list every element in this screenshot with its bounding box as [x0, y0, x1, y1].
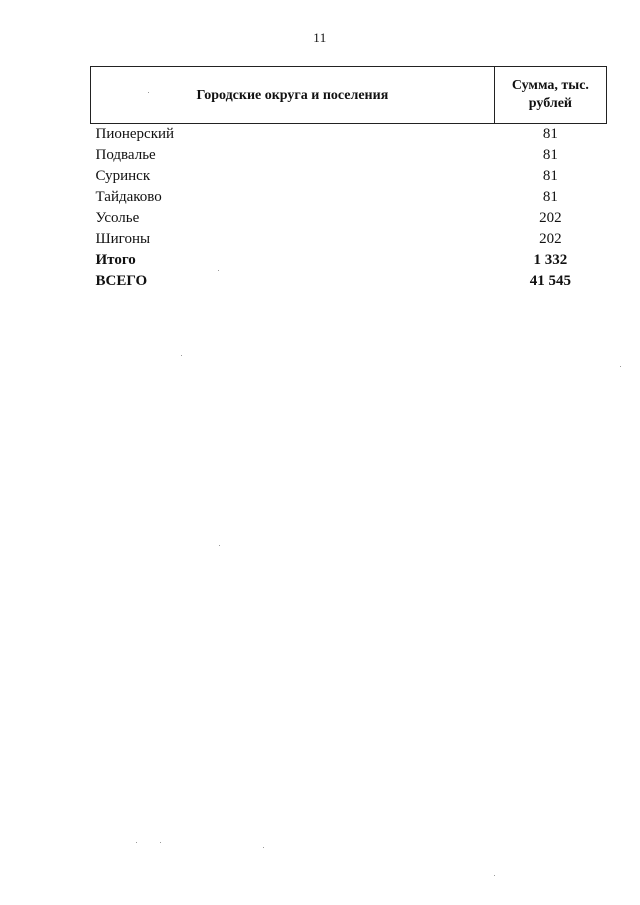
- row-name: Тайдаково: [95, 189, 162, 205]
- row-value: 202: [539, 231, 562, 247]
- row-name: Усолье: [95, 210, 140, 226]
- scan-speck: [136, 842, 137, 843]
- table-header: [91, 67, 607, 124]
- table-row: [91, 208, 607, 229]
- row-name: Суринск: [95, 168, 151, 184]
- scan-speck: [160, 842, 161, 843]
- scan-speck: [148, 92, 149, 93]
- table-row: [91, 145, 607, 166]
- column-header-sum: Сумма, тыс. рублей: [494, 67, 606, 124]
- grand-total-label: ВСЕГО: [95, 273, 148, 289]
- subtotal-value: 1 332: [533, 252, 568, 268]
- subtotal-label: Итого: [95, 252, 136, 268]
- grand-total-value: 41 545: [529, 273, 572, 289]
- grand-total-row: [91, 271, 607, 292]
- table-row: [91, 187, 607, 208]
- table-row: [91, 229, 607, 250]
- allocation-table: [90, 66, 607, 292]
- table-body: [91, 124, 607, 293]
- row-name: Шигоны: [95, 231, 151, 247]
- column-header-name: Городские округа и поселения: [91, 67, 495, 124]
- row-value: 202: [539, 210, 562, 226]
- scan-speck: [494, 875, 495, 876]
- scan-speck: [620, 366, 621, 367]
- row-name: Подвалье: [95, 147, 156, 163]
- subtotal-row: [91, 250, 607, 271]
- scan-speck: [181, 355, 182, 356]
- page-number: 11: [313, 30, 327, 45]
- scan-speck: [263, 847, 264, 848]
- scan-speck: [219, 545, 220, 546]
- row-name: Пионерский: [95, 126, 175, 142]
- table-header-row: [91, 67, 607, 124]
- table-row: [91, 124, 607, 146]
- row-value: 81: [542, 189, 558, 205]
- row-value: 81: [542, 168, 558, 184]
- scan-speck: [218, 270, 219, 271]
- row-value: 81: [542, 147, 558, 163]
- row-value: 81: [542, 126, 558, 142]
- table-row: [91, 166, 607, 187]
